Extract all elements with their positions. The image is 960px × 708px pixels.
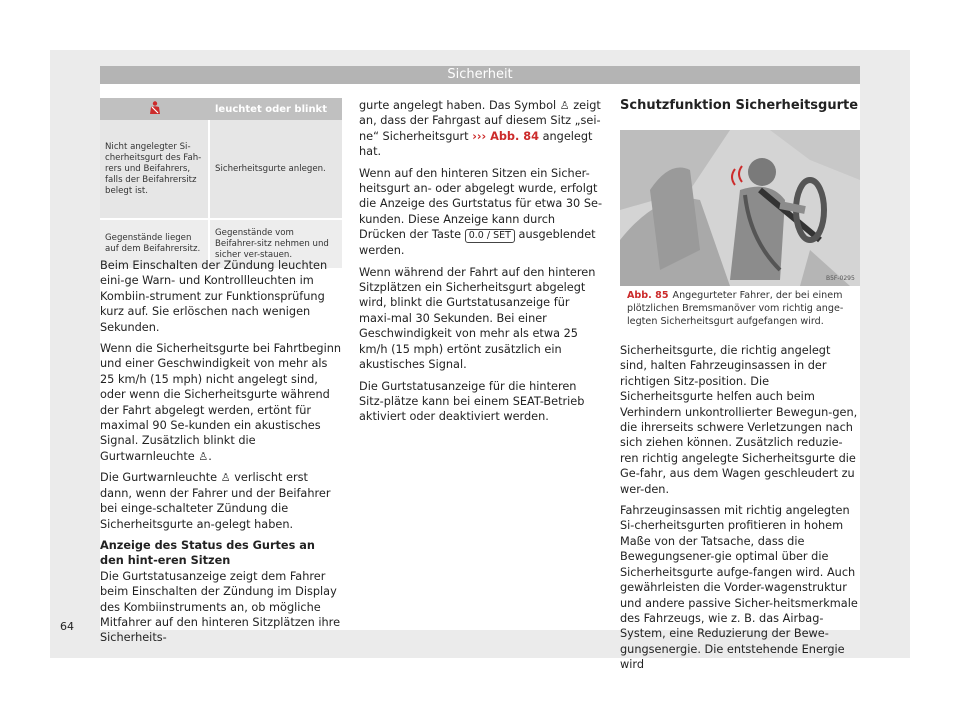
paragraph: Beim Einschalten der Zündung leuchten eini-ge Warn- und Kontrollleuchten im Kombiin-strument zur Funktionsprüfung kurz auf. Sie erlöschen nach wenigen Sekunden. bbox=[100, 259, 328, 334]
paragraph: Die Gurtstatusanzeige zeigt dem Fahrer beim Einschalten der Zündung im Display des Kombiinstruments an, ob mögliche Mitfahrer auf den hinteren Sitzplätzen ihre Sicherheits- bbox=[100, 569, 341, 645]
table-cell-action: Sicherheitsgurte anlegen. bbox=[209, 120, 342, 219]
figure-reference-link[interactable]: ››› Abb. 84 bbox=[472, 129, 539, 143]
table-row bbox=[100, 120, 342, 219]
warning-table bbox=[100, 98, 342, 268]
seatbelt-warning-icon bbox=[149, 101, 161, 115]
table-cell-condition: Gegenstände liegen auf dem Beifahrersitz. bbox=[100, 219, 209, 268]
section-heading: Schutzfunktion Sicherheitsgurte bbox=[620, 98, 859, 113]
paragraph: Die Gurtstatusanzeige für die hinteren Sitz-plätze kann bei einem SEAT-Betrieb aktiviert oder deaktiviert werden. bbox=[359, 379, 585, 424]
text-column-right bbox=[620, 98, 860, 127]
table-cell-condition: Nicht angelegter Si-cherheitsgurt des Fah-rers und Beifahrers, falls der Beifahrersitz belegt ist. bbox=[100, 120, 209, 219]
table-header-symbol bbox=[100, 98, 209, 120]
caption-label: Abb. 85 bbox=[627, 290, 669, 301]
driver-seatbelt-illustration bbox=[620, 130, 860, 286]
paragraph: Sicherheitsgurte, die richtig angelegt sind, halten Fahrzeuginsassen in der richtigen Sitz-position. Die Sicherheitsgurte helfen auch beim Verhindern unkontrollierter Bewegun-gen, die ihrerseits schwere Verletzungen nach sich ziehen können. Zusätzlich reduzie-ren richtig angelegte Sicherheitsgurte die Ge-fahr, aus dem Wagen geschleudert zu wer-den. bbox=[620, 344, 858, 496]
caption-text: Angegurteter Fahrer, der bei einem plötzlichen Bremsmanöver vom richtig ange-legten Sicherheitsgurt aufgefangen wird. bbox=[627, 290, 844, 327]
set-key-symbol: 0.0 / SET bbox=[465, 229, 515, 243]
text-column-right-body bbox=[620, 343, 860, 679]
paragraph: Wenn während der Fahrt auf den hinteren Sitzplätzen ein Sicherheitsgurt abgelegt wird, blinkt die Gurtstatusanzeige für maxi-mal 30 Sekunden. Bei einer Geschwindigkeit von mehr als etwa 25 km/h (15 mph) ertönt zusätzlich ein akustisches Signal. bbox=[359, 265, 596, 372]
page-number: 64 bbox=[60, 620, 74, 633]
figure-caption bbox=[627, 289, 852, 328]
paragraph: Fahrzeuginsassen mit richtig angelegten Si-cherheitsgurten profitieren in hohem Maße von der Tatsache, dass die Bewegungsener-gie optimal über die Sicherheitsgurte aufge-fangen wird. Auch gewährleisten die Vorder-wagenstruktur und andere passive Sicher-heitsmerkmale des Fahrzeugs, wie z. B. das Airbag-System, eine Reduzierung der Bewe-gungsenergie. Die entstehende Energie wird bbox=[620, 504, 858, 672]
text-column-left bbox=[100, 258, 342, 652]
subheading: Anzeige des Status des Gurtes an den hint-eren Sitzen bbox=[100, 538, 315, 568]
paragraph: Wenn die Sicherheitsgurte bei Fahrtbeginn und einer Geschwindigkeit von mehr als 25 km/h (15 mph) nicht angelegt sind, oder wenn die Sicherheitsgurte während der Fahrt abgelegt werden, ertönt für maximal 90 Se-kunden ein akustisches Signal. Zusätzlich blinkt die Gurtwarnleuchte ♙. bbox=[100, 342, 342, 463]
paragraph: Wenn auf den hinteren Sitzen ein Sicher-heitsgurt an- oder abgelegt wurde, erfolgt die Anzeige des Gurtstatus für etwa 30 Se-kunden. Diese Anzeige kann durch Drücken der Taste 0.0 / SET ausgeblendet werden. bbox=[359, 166, 603, 258]
seatbelt-icon: ♙ bbox=[198, 449, 209, 463]
text-column-middle bbox=[359, 98, 603, 431]
seatbelt-icon: ♙ bbox=[220, 471, 231, 485]
figure-code: B5F-0295 bbox=[826, 275, 855, 282]
paragraph: gurte angelegt haben. Das Symbol ♙ zeigt an, dass der Fahrgast auf diesem Sitz „sei-ne“ Sicherheitsgurt ››› Abb. 84 angelegt hat. bbox=[359, 99, 601, 159]
table-cell-action: Gegenstände vom Beifahrer-sitz nehmen und sicher ver-stauen. bbox=[209, 219, 342, 268]
seatbelt-icon: ♙ bbox=[559, 99, 570, 112]
figure-illustration bbox=[620, 130, 860, 286]
page-header: Sicherheit bbox=[100, 66, 860, 84]
table-header-status: leuchtet oder blinkt bbox=[209, 98, 342, 120]
paragraph: Die Gurtwarnleuchte ♙ verlischt erst dann, wenn der Fahrer und der Beifahrer bei einge-schalteter Zündung die Sicherheitsgurte an-gelegt haben. bbox=[100, 471, 331, 531]
